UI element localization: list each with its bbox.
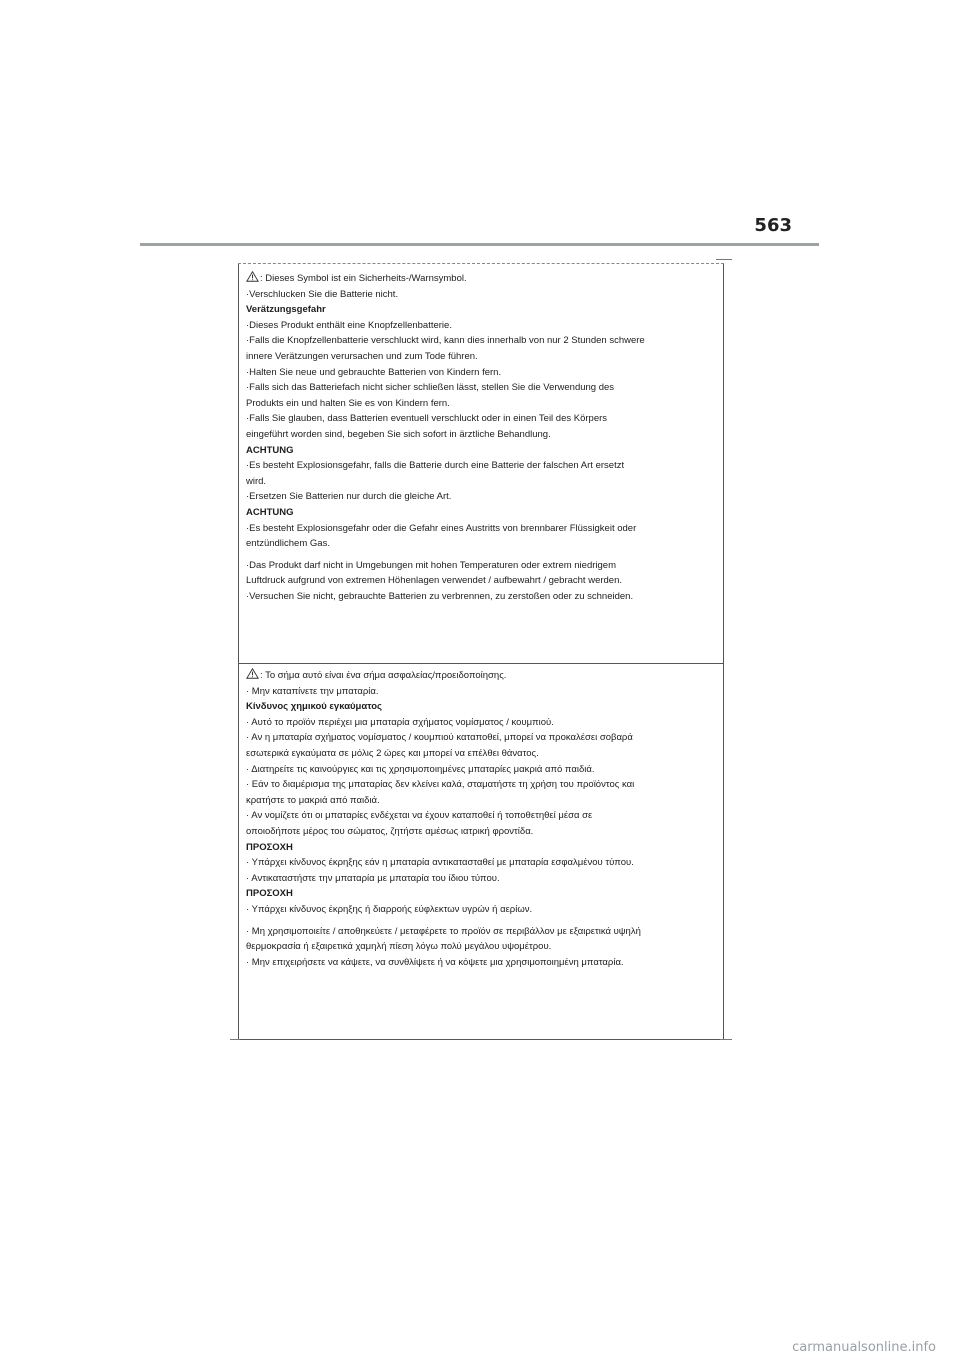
subheading: ACHTUNG — [246, 444, 294, 456]
subheading: Verätzungsgefahr — [246, 304, 326, 316]
text-line: ·Verschlucken Sie die Batterie nicht. — [246, 288, 399, 300]
subheading: ΠΡΟΣΟΧΗ — [246, 888, 293, 900]
text-line: ·Ersetzen Sie Batterien nur durch die gleiche Art. — [246, 491, 452, 503]
crop-mark — [720, 1039, 732, 1040]
subheading: ΠΡΟΣΟΧΗ — [246, 841, 293, 853]
subheading: Κίνδυνος χημικού εγκαύματος — [246, 701, 382, 713]
text-line: · Εάν το διαμέρισμα της μπαταρίας δεν κλείνει καλά, σταματήστε τη χρήση του προϊόντος και — [246, 779, 635, 791]
text-line: ·Versuchen Sie nicht, gebrauchte Batterien zu verbrennen, zu zerstoßen oder zu schneiden. — [246, 590, 634, 602]
notice-box-bottom-border — [238, 1039, 724, 1040]
text-line: ·Es besteht Explosionsgefahr, falls die Batterie durch eine Batterie der falschen Art ersetzt — [246, 460, 625, 472]
text-line: ·Dieses Produkt enthält eine Knopfzellenbatterie. — [246, 319, 452, 331]
text-line: · Υπάρχει κίνδυνος έκρηξης ή διαρροής εύφλεκτων υγρών ή αερίων. — [246, 903, 533, 915]
text-line: εσωτερικά εγκαύματα σε μόλις 2 ώρες και μπορεί να επέλθει θάνατος. — [246, 747, 539, 759]
text-line: eingeführt worden sind, begeben Sie sich sofort in ärztliche Behandlung. — [246, 428, 551, 440]
section-divider — [238, 663, 724, 664]
greek-warning-symbol-line: : Το σήμα αυτό είναι ένα σήμα ασφαλείας/προειδοποίησης. — [246, 668, 714, 684]
text-line: Luftdruck aufgrund von extremen Höhenlagen verwendet / aufbewahrt / gebracht werden. — [246, 575, 623, 587]
text-line: Produkts ein und halten Sie es von Kindern fern. — [246, 397, 450, 409]
subheading: ACHTUNG — [246, 506, 294, 518]
text-line: ·Halten Sie neue und gebrauchte Batterien von Kindern fern. — [246, 366, 502, 378]
text-line: ·Falls sich das Batteriefach nicht sicher schließen lässt, stellen Sie die Verwendung des — [246, 382, 615, 394]
crop-mark — [716, 259, 732, 260]
watermark: carmanualsonline.info — [792, 1340, 936, 1355]
page-number: 563 — [754, 215, 792, 236]
text-line: ·Es besteht Explosionsgefahr oder die Gefahr eines Austritts von brennbarer Flüssigkeit oder — [246, 522, 637, 534]
text-line: · Μη χρησιμοποιείτε / αποθηκεύετε / μεταφέρετε το προϊόν σε περιβάλλον με εξαιρετικά υψηλή — [246, 925, 641, 937]
text-line: θερμοκρασία ή εξαιρετικά χαμηλή πίεση λόγω πολύ μεγάλου υψομέτρου. — [246, 941, 552, 953]
german-warning-symbol-line: : Dieses Symbol ist ein Sicherheits-/Warnsymbol. — [246, 271, 714, 287]
text-line: wird. — [246, 475, 267, 487]
text-line: ·Das Produkt darf nicht in Umgebungen mit hohen Temperaturen oder extrem niedrigem — [246, 559, 616, 571]
text-line: · Αντικαταστήστε την μπαταρία με μπαταρία του ίδιου τύπου. — [246, 872, 500, 884]
crop-mark — [230, 1039, 240, 1040]
warning-triangle-icon — [246, 668, 259, 679]
text-line: entzündlichem Gas. — [246, 538, 330, 550]
text-line: · Αν νομίζετε ότι οι μπαταρίες ενδέχεται να έχουν καταποθεί ή τοποθετηθεί μέσα σε — [246, 810, 593, 822]
text-line: · Υπάρχει κίνδυνος έκρηξης εάν η μπαταρία αντικατασταθεί με μπαταρία εσφαλμένου τύπου. — [246, 857, 634, 869]
text-line: · Μην επιχειρήσετε να κάψετε, να συνθλίψετε ή να κόψετε μια χρησιμοποιημένη μπαταρία. — [246, 956, 624, 968]
text-line: οποιοδήποτε μέρος του σώματος, ζητήστε αμέσως ιατρική φροντίδα. — [246, 825, 534, 837]
greek-warning-section — [246, 668, 714, 1036]
text-line: · Μην καταπίνετε την μπαταρία. — [246, 685, 379, 697]
text-line: κρατήστε το μακριά από παιδιά. — [246, 794, 380, 806]
notice-box-top-border — [238, 263, 724, 264]
text-line: ·Falls Sie glauben, dass Batterien eventuell verschluckt oder in einen Teil des Körpers — [246, 413, 608, 425]
text-line: innere Verätzungen verursachen und zum Tode führen. — [246, 350, 478, 362]
warning-triangle-icon — [246, 271, 259, 282]
text-line: · Αν η μπαταρία σχήματος νομίσματος / κουμπιού καταποθεί, μπορεί να προκαλέσει σοβαρά — [246, 732, 633, 744]
text-line: · Αυτό το προϊόν περιέχει μια μπαταρία σχήματος νομίσματος / κουμπιού. — [246, 716, 554, 728]
text-line: · Διατηρείτε τις καινούργιες και τις χρησιμοποιημένες μπαταρίες μακριά από παιδιά. — [246, 763, 595, 775]
text-line: ·Falls die Knopfzellenbatterie verschluckt wird, kann dies innerhalb von nur 2 Stunden schwere — [246, 335, 645, 347]
header-rule — [140, 243, 819, 246]
german-warning-section — [246, 271, 714, 662]
